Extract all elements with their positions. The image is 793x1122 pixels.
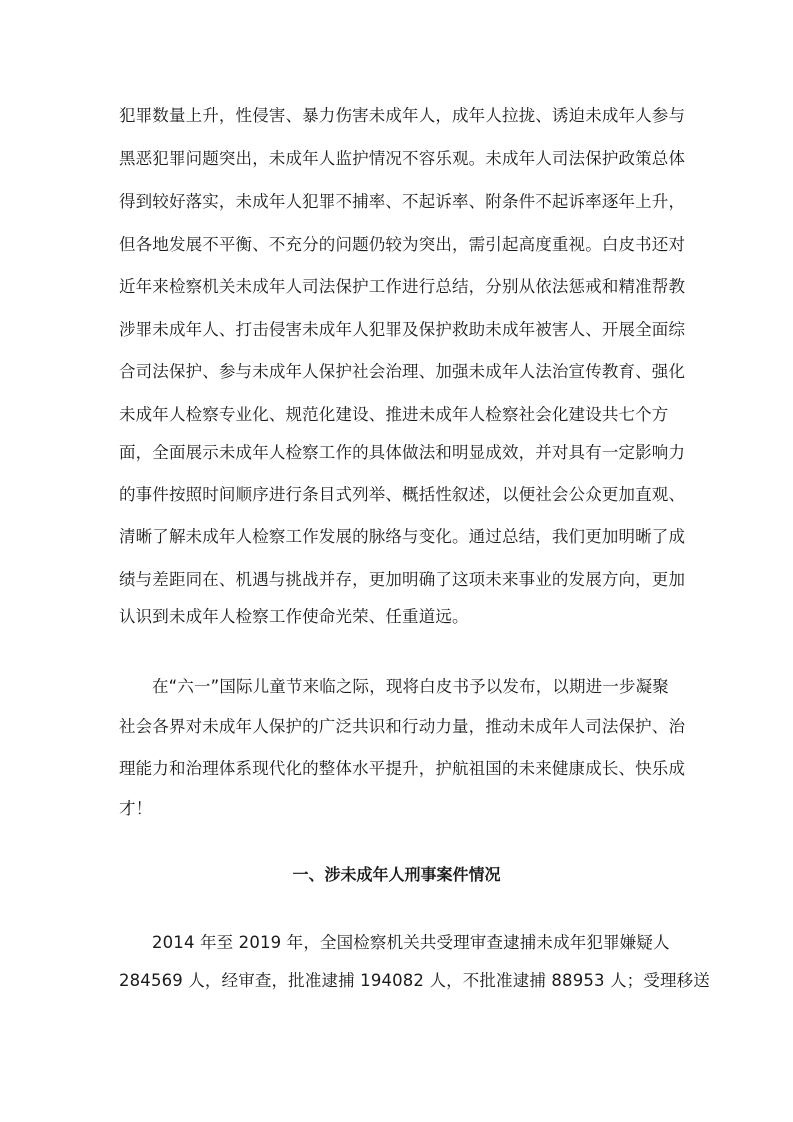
text-line: 近年来检察机关未成年人司法保护工作进行总结，分别从依法惩戒和精准帮教 bbox=[119, 277, 686, 296]
text-line: 的事件按照时间顺序进行条目式列举、概括性叙述，以便社会公众更加直观、 bbox=[119, 485, 686, 504]
text-line: 2014 年至 2019 年，全国检察机关共受理审查逮捕未成年犯罪嫌疑人 bbox=[152, 933, 670, 952]
text-line: 涉罪未成年人、打击侵害未成年人犯罪及保护救助未成年被害人、开展全面综 bbox=[119, 320, 686, 339]
text-line: 才！ bbox=[119, 799, 153, 818]
text-line: 在“六一”国际儿童节来临之际，现将白皮书予以发布，以期进一步凝聚 bbox=[152, 677, 669, 696]
text-line: 理能力和治理体系现代化的整体水平提升，护航祖国的未来健康成长、快乐成 bbox=[119, 759, 686, 778]
text-line: 黑恶犯罪问题突出，未成年人监护情况不容乐观。未成年人司法保护政策总体 bbox=[119, 149, 686, 168]
text-line: 未成年人检察专业化、规范化建设、推进未成年人检察社会化建设共七个方 bbox=[119, 405, 669, 424]
section-heading: 一、涉未成年人刑事案件情况 bbox=[292, 865, 501, 884]
text-line: 清晰了解未成年人检察工作发展的脉络与变化。通过总结，我们更加明晰了成 bbox=[119, 527, 686, 546]
text-line: 社会各界对未成年人保护的广泛共识和行动力量，推动未成年人司法保护、治 bbox=[119, 717, 686, 736]
text-line: 合司法保护、参与未成年人保护社会治理、加强未成年人法治宣传教育、强化 bbox=[119, 362, 686, 381]
text-line: 认识到未成年人检察工作使命光荣、任重道远。 bbox=[119, 607, 469, 626]
text-line: 犯罪数量上升，性侵害、暴力伤害未成年人，成年人拉拢、诱迫未成年人参与 bbox=[119, 106, 686, 125]
text-line: 绩与差距同在、机遇与挑战并存，更加明确了这项未来事业的发展方向，更加 bbox=[119, 570, 686, 589]
text-line: 面，全面展示未成年人检察工作的具体做法和明显成效，并对具有一定影响力 bbox=[119, 443, 686, 462]
text-line: 但各地发展不平衡、不充分的问题仍较为突出，需引起高度重视。白皮书还对 bbox=[119, 235, 686, 254]
text-line: 284569 人，经审查，批准逮捕 194082 人，不批准逮捕 88953 人；受理移送 bbox=[119, 971, 710, 990]
text-line: 得到较好落实，未成年人犯罪不捕率、不起诉率、附条件不起诉率逐年上升， bbox=[119, 192, 686, 211]
